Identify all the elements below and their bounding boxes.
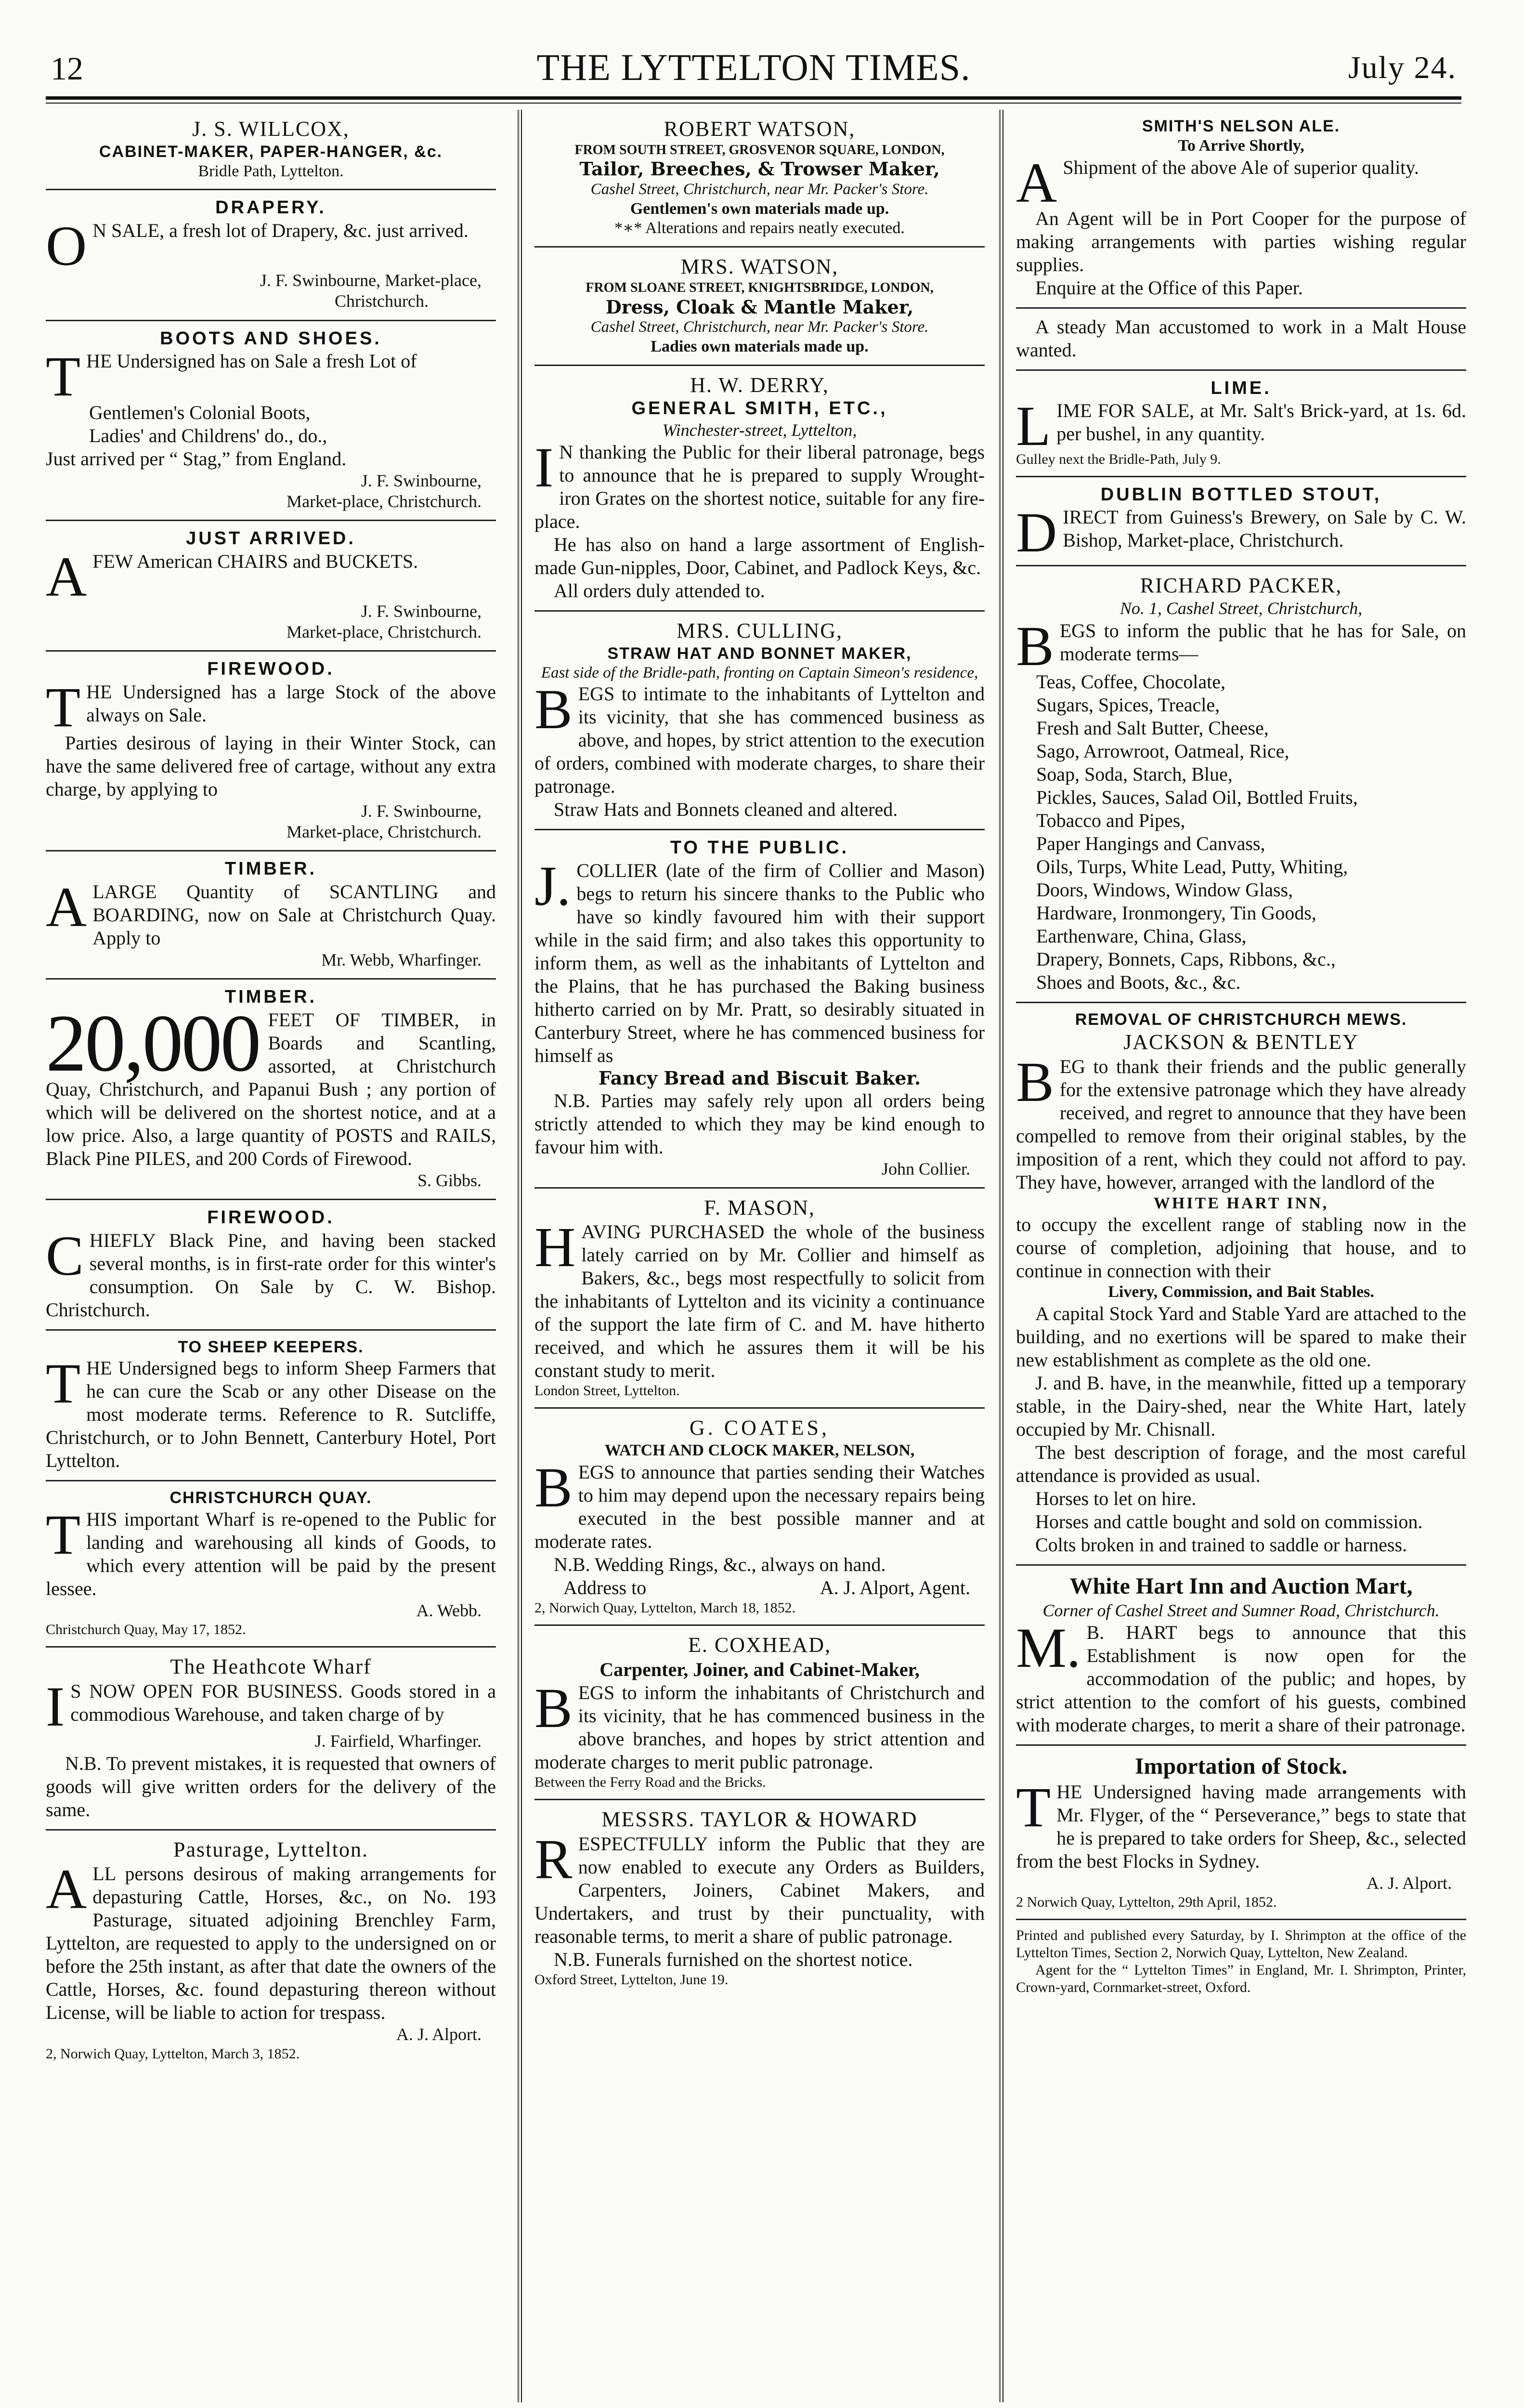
drop-cap: B (1016, 614, 1054, 678)
ad-firm-name: JACKSON & BENTLEY (1123, 1030, 1359, 1054)
ad-address: Oxford Street, Lyttelton, June 19. (534, 1971, 729, 1988)
ad-body: EGS to announce that parties sending their Watches to him may depend upon the necessary repairs being executed in the best possible manner and at moderate rates. (534, 1461, 985, 1553)
ad-body: IME FOR SALE, at Mr. Salt's Brick-yard, at 1s. 6d. per bushel, in any quantity. (1056, 400, 1466, 445)
ad-trade: STRAW HAT AND BONNET MAKER, (607, 644, 912, 663)
ad-body: Colts broken in and trained to saddle or harness. (1035, 1534, 1407, 1556)
list-item: Shoes and Boots, &c., &c. (1036, 971, 1241, 993)
drop-cap: A (46, 1858, 87, 1921)
list-item: Earthenware, China, Glass, (1036, 925, 1247, 947)
drop-cap: T (46, 1503, 81, 1567)
ad-signature: S. Gibbs. (417, 1170, 482, 1190)
ad-signature: J. F. Swinbourne, (361, 801, 482, 821)
ad-body: S NOW OPEN FOR BUSINESS. Goods stored in a commodious Warehouse, and taken charge of by (70, 1680, 496, 1726)
printer-imprint (1016, 1920, 1466, 2004)
drop-cap: A (1016, 151, 1057, 214)
ad-body: EGS to inform the public that he has for Sale, on moderate terms— (1059, 619, 1466, 665)
ad-heading: REMOVAL OF CHRISTCHURCH MEWS. (1075, 1010, 1407, 1029)
ad-body: N SALE, a fresh lot of Drapery, &c. just arrived. (92, 219, 469, 241)
drop-cap: T (46, 1352, 81, 1415)
column-2 (534, 110, 985, 2408)
ad-taylor-howard (534, 1800, 985, 1996)
ad-just-arrived (46, 521, 496, 652)
ad-heading: TIMBER. (224, 987, 317, 1008)
ad-body: FEW American CHAIRS and BUCKETS. (92, 550, 418, 572)
ad-address: Gulley next the Bridle-Path, July 9. (1016, 451, 1221, 467)
ad-willcox (46, 110, 496, 190)
ad-timber-2 (46, 980, 496, 1200)
ad-body: LARGE Quantity of SCANTLING and BOARDING, now on Sale at Christchurch Quay. Apply to (92, 881, 496, 949)
ad-coxhead (534, 1626, 985, 1800)
ad-signature: J. F. Swinbourne, (361, 601, 482, 621)
ad-importation-stock (1016, 1746, 1466, 1920)
masthead (46, 41, 1461, 94)
ad-body: A steady Man accustomed to work in a Malt House wanted. (1016, 315, 1466, 361)
ad-body: HIS important Wharf is re-opened to the Public for landing and warehousing all kinds of Goods, to which every attention will be paid by the present lessee. (46, 1508, 496, 1600)
ad-stables: Livery, Commission, and Bait Stables. (1108, 1283, 1374, 1301)
ad-dateline: 2, Norwich Quay, Lyttelton, March 3, 1852. (46, 2045, 300, 2062)
ad-heading: TO SHEEP KEEPERS. (178, 1337, 364, 1356)
ad-address: Winchester-street, Lyttelton, (662, 420, 857, 440)
ad-trade: CABINET-MAKER, PAPER-HANGER, &c. (99, 142, 443, 161)
ad-line: Gentlemen's own materials made up. (630, 199, 889, 218)
ad-body: EG to thank their friends and the public generally for the extensive patronage which they have already received, and regret to announce that they have been compelled to remove from their original stables, by the imposition of a rent, which they could not afford to pay. They have, however, arranged with the landlord of the (1016, 1055, 1466, 1193)
ad-heading: FIREWOOD. (207, 659, 335, 680)
ad-firewood-1 (46, 652, 496, 851)
ad-trade: Fancy Bread and Biscuit Baker. (598, 1067, 921, 1089)
ad-heading: SMITH'S NELSON ALE. (1142, 117, 1341, 135)
ad-signature: A. Webb. (416, 1601, 482, 1621)
ad-inn-name: WHITE HART INN, (1153, 1194, 1329, 1212)
masthead-rule-thin (46, 103, 1461, 104)
ad-address: London Street, Lyttelton. (534, 1383, 680, 1399)
ad-heading: Pasturage, Lyttelton. (173, 1837, 368, 1861)
imprint-agent: Agent for the “ Lyttelton Times” in England, Mr. I. Shrimpton, Printer, Crown-yard, Cornmarket-street, Oxford. (1016, 1962, 1466, 1995)
ad-signature: A. J. Alport. (396, 2025, 482, 2044)
ad-address: Bridle Path, Lyttelton. (198, 162, 344, 180)
ad-heading: CHRISTCHURCH QUAY. (169, 1489, 372, 1507)
ad-heading: TO THE PUBLIC. (670, 838, 849, 858)
drop-cap: B (534, 1456, 573, 1519)
ad-signature: A. J. Alport, Agent. (820, 1577, 970, 1599)
ad-line: *∗* Alterations and repairs neatly executed. (614, 219, 905, 237)
ad-body: HIEFLY Black Pine, and having been stacked several months, is in first-rate order for this winter's consumption. On Sale by C. W. Bishop. Christchurch. (46, 1229, 496, 1321)
drop-cap: A (46, 876, 87, 939)
ad-trade: GENERAL SMITH, ETC., (631, 398, 888, 419)
ad-signature-place: Market-place, Christchurch. (287, 622, 482, 641)
ad-christchurch-mews (1016, 1003, 1466, 1566)
drop-cap: T (46, 675, 81, 739)
ad-trade: Tailor, Breeches, & Trowser Maker, (579, 158, 940, 180)
ad-body: He has also on hand a large assortment of English-made Gun-nipples, Door, Cabinet, and Padlock Keys, &c. (534, 534, 985, 579)
list-item: Soap, Soda, Starch, Blue, (1036, 763, 1233, 785)
ad-note: N.B. Wedding Rings, &c., always on hand. (554, 1554, 886, 1576)
ad-body: ESPECTFULLY inform the Public that they are now enabled to execute any Orders as Builders, Carpenters, Joiners, Cabinet Makers, and Undertakers, and trust by their punctuality, with reasonable terms, to merit a share of public patronage. (534, 1832, 985, 1947)
newspaper-title: THE LYTTELTON TIMES. (536, 46, 971, 88)
list-item: Tobacco and Pipes, (1036, 809, 1185, 831)
ad-line: Ladies own materials made up. (651, 337, 869, 355)
list-item: Pickles, Sauces, Salad Oil, Bottled Fruits, (1036, 786, 1358, 808)
ad-address-label: Address to (563, 1577, 647, 1599)
ad-body: IRECT from Guiness's Brewery, on Sale by C. W. Bishop, Market-place, Christchurch. (1063, 506, 1466, 551)
ad-heading: DUBLIN BOTTLED STOUT, (1100, 484, 1382, 505)
ad-body: Parties desirous of laying in their Winter Stock, can have the same delivered free of cartage, without any extra charge, by applying to (46, 732, 496, 800)
ad-sheep-keepers (46, 1331, 496, 1482)
ad-body: HE Undersigned begs to inform Sheep Farmers that he can cure the Scab or any other Disease on the most moderate terms. Reference to R. Sutcliffe, Christchurch, or to John Bennett, Canterbury Hotel, Port Lyttelton. (46, 1357, 496, 1472)
page-number: 12 (51, 50, 83, 87)
ad-dublin-stout (1016, 477, 1466, 566)
ad-heading: E. COXHEAD, (688, 1633, 831, 1657)
ad-subheading: To Arrive Shortly, (1178, 136, 1304, 155)
ad-pasturage (46, 1831, 496, 2070)
drop-cap: T (46, 345, 81, 408)
ad-origin: FROM SOUTH STREET, GROSVENOR SQUARE, LONDON, (574, 142, 945, 157)
ad-body: Horses and cattle bought and sold on commission. (1035, 1511, 1423, 1533)
ad-heathcote-wharf (46, 1648, 496, 1830)
drop-cap: C (46, 1224, 84, 1287)
ad-note: N.B. To prevent mistakes, it is requested that owners of goods will give written orders for the delivery of the same. (46, 1752, 496, 1820)
ad-boots (46, 321, 496, 521)
ad-to-the-public (534, 830, 985, 1188)
ad-body: Straw Hats and Bonnets cleaned and altered. (554, 798, 898, 821)
drop-cap: L (1016, 394, 1051, 458)
ad-body: to occupy the excellent range of stabling now in the course of completion, adjoining that house, and to continue in connection with their (1016, 1214, 1466, 1282)
drop-cap: I (534, 436, 554, 499)
drop-cap: B (1016, 1050, 1054, 1113)
ad-christchurch-quay (46, 1481, 496, 1648)
drop-cap: R (534, 1827, 573, 1891)
ad-heading: TIMBER. (224, 859, 317, 879)
drop-cap: H (534, 1216, 576, 1279)
drop-cap: M. (1016, 1616, 1081, 1679)
ad-body: HE Undersigned having made arrangements with Mr. Flyger, of the “ Perseverance,” begs to state that he is prepared to take orders for Sheep, &c., selected from the best Flocks in Sydney. (1016, 1780, 1466, 1872)
ad-body: A capital Stock Yard and Stable Yard are attached to the building, and no exertions will be spared to make their new establishment as complete as the old one. (1016, 1303, 1466, 1371)
ad-heading: BOOTS AND SHOES. (160, 328, 382, 349)
ad-heading: LIME. (1211, 378, 1272, 398)
ad-coates (534, 1409, 985, 1626)
ad-heading: H. W. DERRY, (690, 373, 829, 397)
ad-timber-1 (46, 851, 496, 980)
ad-body: AVING PURCHASED the whole of the business lately carried on by Mr. Collier and himself as Bakers, &c., begs most respectfully to solicit from the inhabitants of Lyttelton and its vicinity a continuance of the support the late firm of C. and M. have hitherto received, and which he assures them it will be his constant study to merit. (534, 1221, 985, 1382)
ad-mrs-watson (534, 248, 985, 366)
ad-body: HE Undersigned has on Sale a fresh Lot of (86, 350, 417, 372)
ad-dateline: Christchurch Quay, May 17, 1852. (46, 1622, 246, 1638)
drop-cap: A (46, 545, 87, 608)
ad-heading: G. COATES, (689, 1416, 830, 1440)
ad-address: Corner of Cashel Street and Sumner Road, Christchurch. (1042, 1600, 1440, 1620)
ad-line: Gentlemen's Colonial Boots, (89, 401, 311, 423)
ad-drapery (46, 190, 496, 321)
big-number: 20,000 (46, 997, 260, 1088)
column-1 (46, 110, 496, 2408)
ad-body: Enquire at the Office of this Paper. (1035, 276, 1303, 299)
ad-firewood-2 (46, 1200, 496, 1331)
ad-signature-place: Christchurch. (335, 291, 429, 311)
list-item: Oils, Turps, White Lead, Putty, Whiting, (1036, 855, 1348, 877)
ad-address: No. 1, Cashel Street, Christchurch, (1120, 599, 1363, 618)
list-item: Drapery, Bonnets, Caps, Ribbons, &c., (1036, 948, 1336, 970)
ad-line: Ladies' and Childrens' do., do., (89, 424, 327, 446)
ad-heading: DRAPERY. (215, 197, 326, 218)
drop-cap: J. (534, 854, 571, 917)
ad-heading: JUST ARRIVED. (186, 528, 356, 549)
ad-heading: MRS. CULLING, (676, 619, 843, 643)
ad-mason (534, 1189, 985, 1409)
ad-heading: The Heathcote Wharf (170, 1655, 372, 1679)
ad-heading: RICHARD PACKER, (1140, 573, 1342, 597)
list-item: Sugars, Spices, Treacle, (1036, 694, 1220, 716)
drop-cap: O (46, 214, 87, 277)
ad-address: East side of the Bridle-path, fronting on Captain Simeon's residence, (541, 664, 978, 681)
ad-body: COLLIER (late of the firm of Collier and Mason) begs to return his sincere thanks to the Public who have so kindly favoured him with their support while in the said firm; and also takes this opportunity to inform them, as well as the inhabitants of Lyttelton and the Plains, that he has purchased the Baking business hitherto carried on by Mr. Pratt, so desirably situated in Canterbury Street, where he has commenced business for himself as (534, 859, 985, 1066)
ad-signature: J. Fairfield, Wharfinger. (314, 1731, 482, 1751)
drop-cap: D (1016, 501, 1057, 564)
ad-trade: Carpenter, Joiner, and Cabinet-Maker, (599, 1658, 920, 1680)
ad-heading: MESSRS. TAYLOR & HOWARD (601, 1807, 918, 1831)
ad-address: Between the Ferry Road and the Bricks. (534, 1774, 766, 1790)
column-divider (518, 110, 522, 2402)
ad-signature: J. F. Swinbourne, (361, 471, 482, 490)
ad-trade: WATCH AND CLOCK MAKER, NELSON, (604, 1441, 915, 1460)
ad-heading: MRS. WATSON, (680, 255, 839, 279)
ad-lime (1016, 371, 1466, 477)
ad-signature: A. J. Alport. (1366, 1873, 1452, 1893)
ad-malt-house (1016, 309, 1466, 371)
issue-date: July 24. (1348, 50, 1457, 85)
list-item: Doors, Windows, Window Glass, (1036, 878, 1293, 901)
masthead-rule (46, 96, 1461, 100)
ad-nelson-ale (1016, 110, 1466, 309)
ad-body: EGS to inform the inhabitants of Christchurch and its vicinity, that he has commenced business in the above branches, and hopes by strict attention and moderate charges to merit public patronage. (534, 1681, 985, 1773)
ad-signature: John Collier. (881, 1159, 970, 1178)
ad-body: Shipment of the above Ale of superior quality. (1063, 156, 1419, 178)
ad-signature-place: Market-place, Christchurch. (287, 491, 482, 511)
list-item: Teas, Coffee, Chocolate, (1036, 670, 1225, 693)
imprint-body: Printed and published every Saturday, by I. Shrimpton at the office of the Lyttelton Times, Section 2, Norwich Quay, Lyttelton, New Zealand. (1016, 1927, 1466, 1961)
drop-cap: B (534, 678, 573, 741)
ad-body: LL persons desirous of making arrangements for depasturing Cattle, Horses, &c., on No. 193 Pasturage, situated adjoining Brenchley Farm, Lyttelton, are requested to apply to the undersigned on or before the 25th instant, as after that date the owners of the Cattle, Horses, &c. found depasturing thereon without License, will be liable to action for trespass. (46, 1863, 496, 2024)
ad-heading: F. MASON, (704, 1195, 815, 1219)
ad-body: Horses to let on hire. (1035, 1488, 1197, 1510)
ad-robert-watson (534, 110, 985, 248)
ad-richard-packer (1016, 566, 1466, 1003)
list-item: Paper Hangings and Canvass, (1036, 832, 1265, 854)
ad-derry (534, 366, 985, 612)
ad-signature: Mr. Webb, Wharfinger. (321, 950, 482, 970)
ad-signature: J. F. Swinbourne, Market-place, (260, 271, 482, 290)
ad-address-row (534, 1576, 985, 1599)
drop-cap: B (534, 1676, 573, 1740)
ad-dateline: 2 Norwich Quay, Lyttelton, 29th April, 1852. (1016, 1894, 1277, 1910)
list-item: Fresh and Salt Butter, Cheese, (1036, 717, 1269, 739)
ad-note: N.B. Funerals furnished on the shortest notice. (554, 1948, 913, 1970)
list-item: Hardware, Ironmongery, Tin Goods, (1036, 902, 1316, 924)
ad-heading: J. S. WILLCOX, (192, 117, 350, 141)
ad-line: Just arrived per “ Stag,” from England. (46, 447, 347, 470)
ad-body: N thanking the Public for their liberal patronage, begs to announce that he is prepared to supply Wrought-iron Grates on the shortest notice, suitable for any fire-place. (534, 441, 985, 533)
ad-dateline: 2, Norwich Quay, Lyttelton, March 18, 1852. (534, 1600, 796, 1616)
ad-heading: White Hart Inn and Auction Mart, (1069, 1573, 1413, 1599)
ad-body: All orders duly attended to. (554, 580, 765, 602)
ad-body: EGS to intimate to the inhabitants of Lyttelton and its vicinity, that she has commenced business as above, and hopes, by strict attention to the execution of orders, combined with moderate charges, to share their patronage. (534, 683, 985, 798)
ad-body: FEET OF TIMBER, in Boards and Scantling, assorted, at Christchurch Quay, Christchurch, and Papanui Bush ; any portion of which will be delivered on the shortest notice, and at a low price. Also, a large quantity of POSTS and RAILS, Black Pine PILES, and 200 Cords of Firewood. (46, 1008, 496, 1169)
column-3 (1016, 110, 1466, 2408)
ad-body: An Agent will be in Port Cooper for the purpose of making arrangements with parties wishing regular supplies. (1016, 207, 1466, 275)
ad-culling (534, 612, 985, 830)
drop-cap: T (1016, 1775, 1051, 1839)
ad-address: Cashel Street, Christchurch, near Mr. Packer's Store. (590, 180, 929, 198)
ad-heading: FIREWOOD. (207, 1207, 335, 1228)
ad-heading: ROBERT WATSON, (664, 117, 856, 141)
ad-address: Cashel Street, Christchurch, near Mr. Packer's Store. (590, 318, 929, 336)
ad-body: B. HART begs to announce that this Establishment is now open for the accommodation of the public; and hopes, by strict attention to the comfort of his guests, combined with moderate charges, to merit a share of their patronage. (1016, 1621, 1466, 1736)
ad-white-hart (1016, 1566, 1466, 1746)
ad-body: HE Undersigned has a large Stock of the above always on Sale. (86, 681, 496, 726)
ad-note: N.B. Parties may safely rely upon all orders being strictly attended to which they may be kind enough to favour him with. (534, 1089, 985, 1158)
ad-heading: Importation of Stock. (1134, 1753, 1348, 1779)
drop-cap: I (46, 1675, 65, 1739)
goods-list (1016, 670, 1466, 994)
ad-trade: Dress, Cloak & Mantle Maker, (605, 296, 914, 318)
ad-body: J. and B. have, in the meanwhile, fitted up a temporary stable, in the Dairy-shed, near the White Hart, lately occupied by Mr. Chisnall. (1016, 1372, 1466, 1440)
ad-body: The best description of forage, and the most careful attendance is provided as usual. (1016, 1441, 1466, 1487)
ad-signature-place: Market-place, Christchurch. (287, 822, 482, 842)
ad-origin: FROM SLOANE STREET, KNIGHTSBRIDGE, LONDON, (586, 280, 934, 295)
list-item: Sago, Arrowroot, Oatmeal, Rice, (1036, 740, 1290, 762)
column-divider (999, 110, 1003, 2402)
